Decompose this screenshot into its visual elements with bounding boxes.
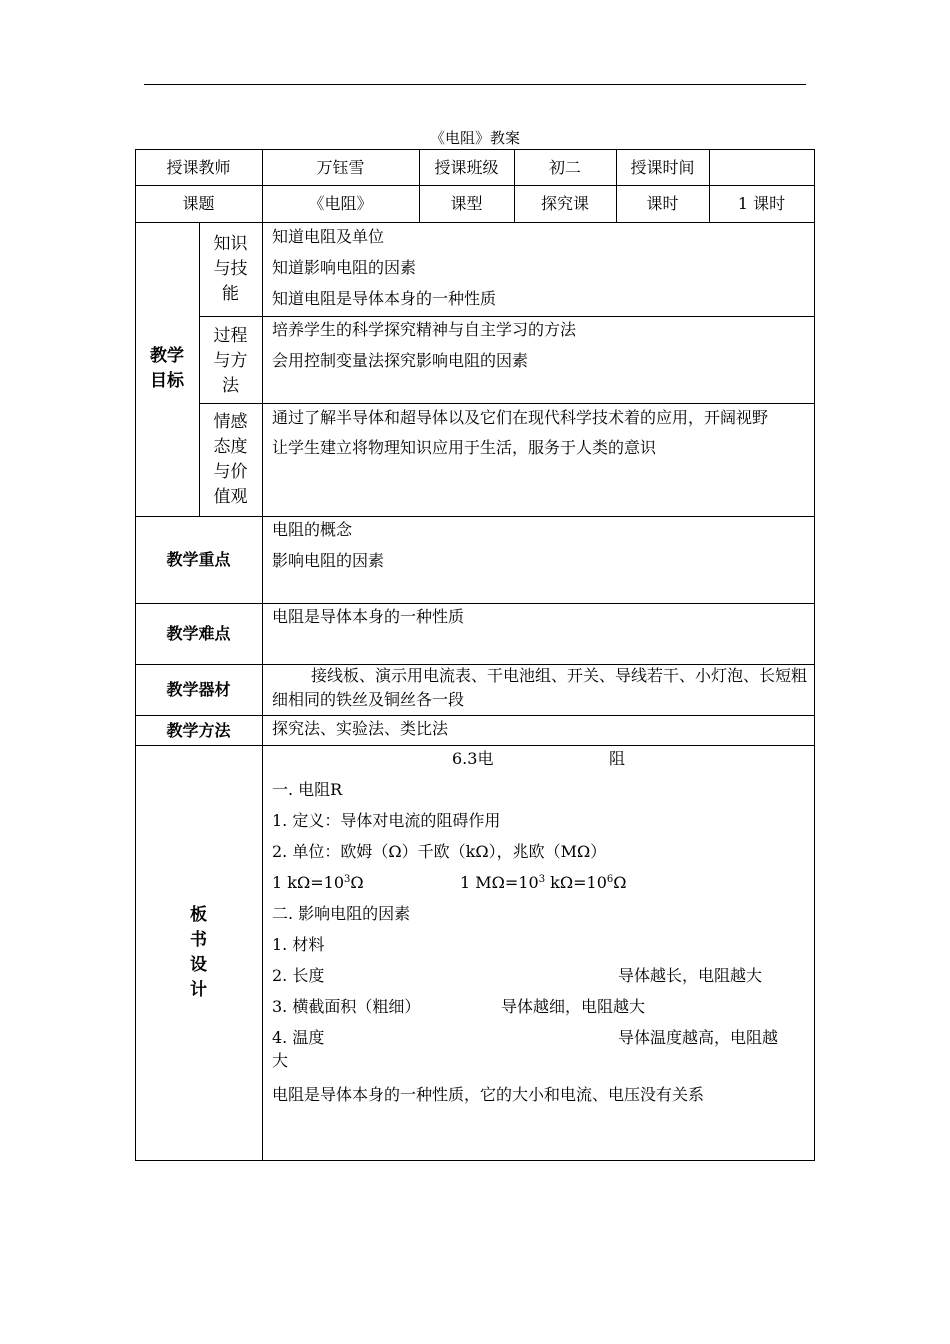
sublabel-line: 能: [222, 284, 239, 304]
board-heading-right: 阻: [609, 749, 626, 768]
objective-item: 让学生建立将物理知识应用于生活，服务于人类的意识: [272, 438, 657, 457]
class-label: 授课班级: [434, 157, 499, 177]
objectives-label: [135, 222, 199, 516]
type-label: 课型: [450, 194, 483, 213]
factor-length-row: [272, 960, 810, 991]
sublabel-line: 情感: [213, 412, 248, 432]
methods-label: 教学方法: [166, 720, 231, 740]
process-content: [272, 314, 810, 401]
time-value: [709, 149, 814, 185]
board-section-2: 二. 影响电阻的因素: [272, 904, 411, 923]
objective-item: 知道电阻及单位: [272, 227, 385, 246]
factor-temperature-row: [272, 1022, 810, 1048]
board-heading-left: 6.3电: [452, 749, 494, 768]
hours-value: 1 课时: [737, 194, 786, 213]
factor-area: 3. 横截面积（粗细）: [272, 997, 421, 1016]
conversion-mohm-base: 1 MΩ=10: [460, 873, 539, 892]
factor-length-note: 导体越长，电阻越大: [618, 966, 763, 985]
objective-item: 培养学生的科学探究精神与自主学习的方法: [272, 320, 577, 339]
topic-value: 《电阻》: [308, 194, 373, 213]
objective-item: 通过了解半导体和超导体以及它们在现代科学技术着的应用，开阔视野: [272, 408, 769, 427]
header-rule: [144, 84, 806, 85]
factor-area-note: 导体越细，电阻越大: [501, 997, 646, 1016]
board-section-1: 一. 电阻R: [272, 780, 343, 799]
factor-area-row: [272, 991, 810, 1022]
objective-item: 知道电阻是导体本身的一种性质: [272, 289, 497, 308]
time-label: 授课时间: [630, 157, 695, 177]
key-point-item: 电阻的概念: [272, 520, 353, 539]
sublabel-line: 值观: [213, 487, 248, 507]
board-label: [135, 745, 262, 1160]
board-label-char: 计: [190, 979, 207, 1000]
factor-material: 1. 材料: [272, 935, 325, 954]
board-heading: [272, 743, 810, 774]
conversion-mohm-unit: Ω: [613, 873, 627, 892]
grid-line: [262, 516, 263, 1161]
equipment-label: 教学器材: [166, 680, 231, 699]
type-value: 探究课: [540, 194, 589, 213]
conversion-mohm-exp2: 6: [606, 874, 614, 885]
board-definition: 1. 定义：导体对电流的阻碍作用: [272, 811, 501, 830]
equipment-content: 接线板、演示用电流表、干电池组、开关、导线若干、小灯泡、长短粗细相同的铁丝及铜丝各一段: [272, 666, 808, 709]
emotion-sublabel: [199, 403, 262, 516]
sublabel-line: 态度: [213, 437, 248, 457]
factor-temperature-continued: 大: [272, 1051, 289, 1070]
conversion-kohm-exp: 3: [344, 874, 351, 885]
board-label-char: 书: [190, 929, 207, 950]
knowledge-content: [272, 221, 810, 315]
conversion-mohm-mid: kΩ=10: [545, 873, 607, 892]
document-title: 《电阻》教案: [429, 129, 520, 147]
knowledge-sublabel: [199, 222, 262, 316]
board-label-char: 设: [190, 954, 207, 975]
grid-line: [135, 1160, 815, 1161]
board-label-char: 板: [190, 904, 207, 925]
process-sublabel: [199, 316, 262, 403]
methods-content: 探究法、实验法、类比法: [272, 719, 449, 738]
conversion-mohm: [460, 867, 627, 898]
factor-temperature: 4. 温度: [272, 1028, 325, 1047]
key-point-item: 影响电阻的因素: [272, 551, 385, 570]
difficulty-item: 电阻是导体本身的一种性质: [272, 607, 465, 626]
teacher-label: 授课教师: [166, 157, 231, 177]
class-value: 初二: [548, 157, 581, 177]
conversion-kohm-base: 1 kΩ=10: [272, 873, 344, 892]
conversion-kohm: [272, 867, 364, 898]
board-units: 2. 单位：欧姆（Ω）千欧（kΩ），兆欧（MΩ）: [272, 842, 607, 861]
sublabel-line: 与价: [213, 462, 248, 482]
grid-line: [814, 149, 815, 1161]
conversion-kohm-unit: Ω: [350, 873, 364, 892]
objectives-label-line: 教学: [150, 346, 184, 366]
key-points-content: [272, 514, 810, 601]
hours-label: 课时: [646, 194, 679, 213]
teacher-value: 万钰雪: [316, 157, 365, 177]
board-conversion: [272, 867, 810, 898]
sublabel-line: 与技: [213, 259, 248, 279]
grid-line: [262, 222, 263, 517]
sublabel-line: 与方: [213, 351, 248, 371]
sublabel-line: 法: [222, 376, 239, 396]
sublabel-line: 过程: [213, 326, 248, 346]
difficulties-content: [272, 601, 810, 662]
difficulties-label: 教学难点: [166, 624, 231, 643]
emotion-content: [272, 403, 810, 516]
sublabel-line: 知识: [213, 234, 248, 254]
objectives-label-line: 目标: [150, 371, 184, 391]
objective-item: 会用控制变量法探究影响电阻的因素: [272, 351, 529, 370]
board-content: [272, 743, 810, 1158]
factor-length: 2. 长度: [272, 966, 325, 985]
conversion-mohm-exp: 3: [538, 874, 546, 885]
key-points-label: 教学重点: [166, 550, 231, 569]
board-conclusion: 电阻是导体本身的一种性质，它的大小和电流、电压没有关系: [272, 1085, 705, 1104]
factor-temperature-note: 导体温度越高，电阻越: [618, 1028, 779, 1047]
objective-item: 知道影响电阻的因素: [272, 258, 417, 277]
topic-label: 课题: [182, 194, 215, 213]
